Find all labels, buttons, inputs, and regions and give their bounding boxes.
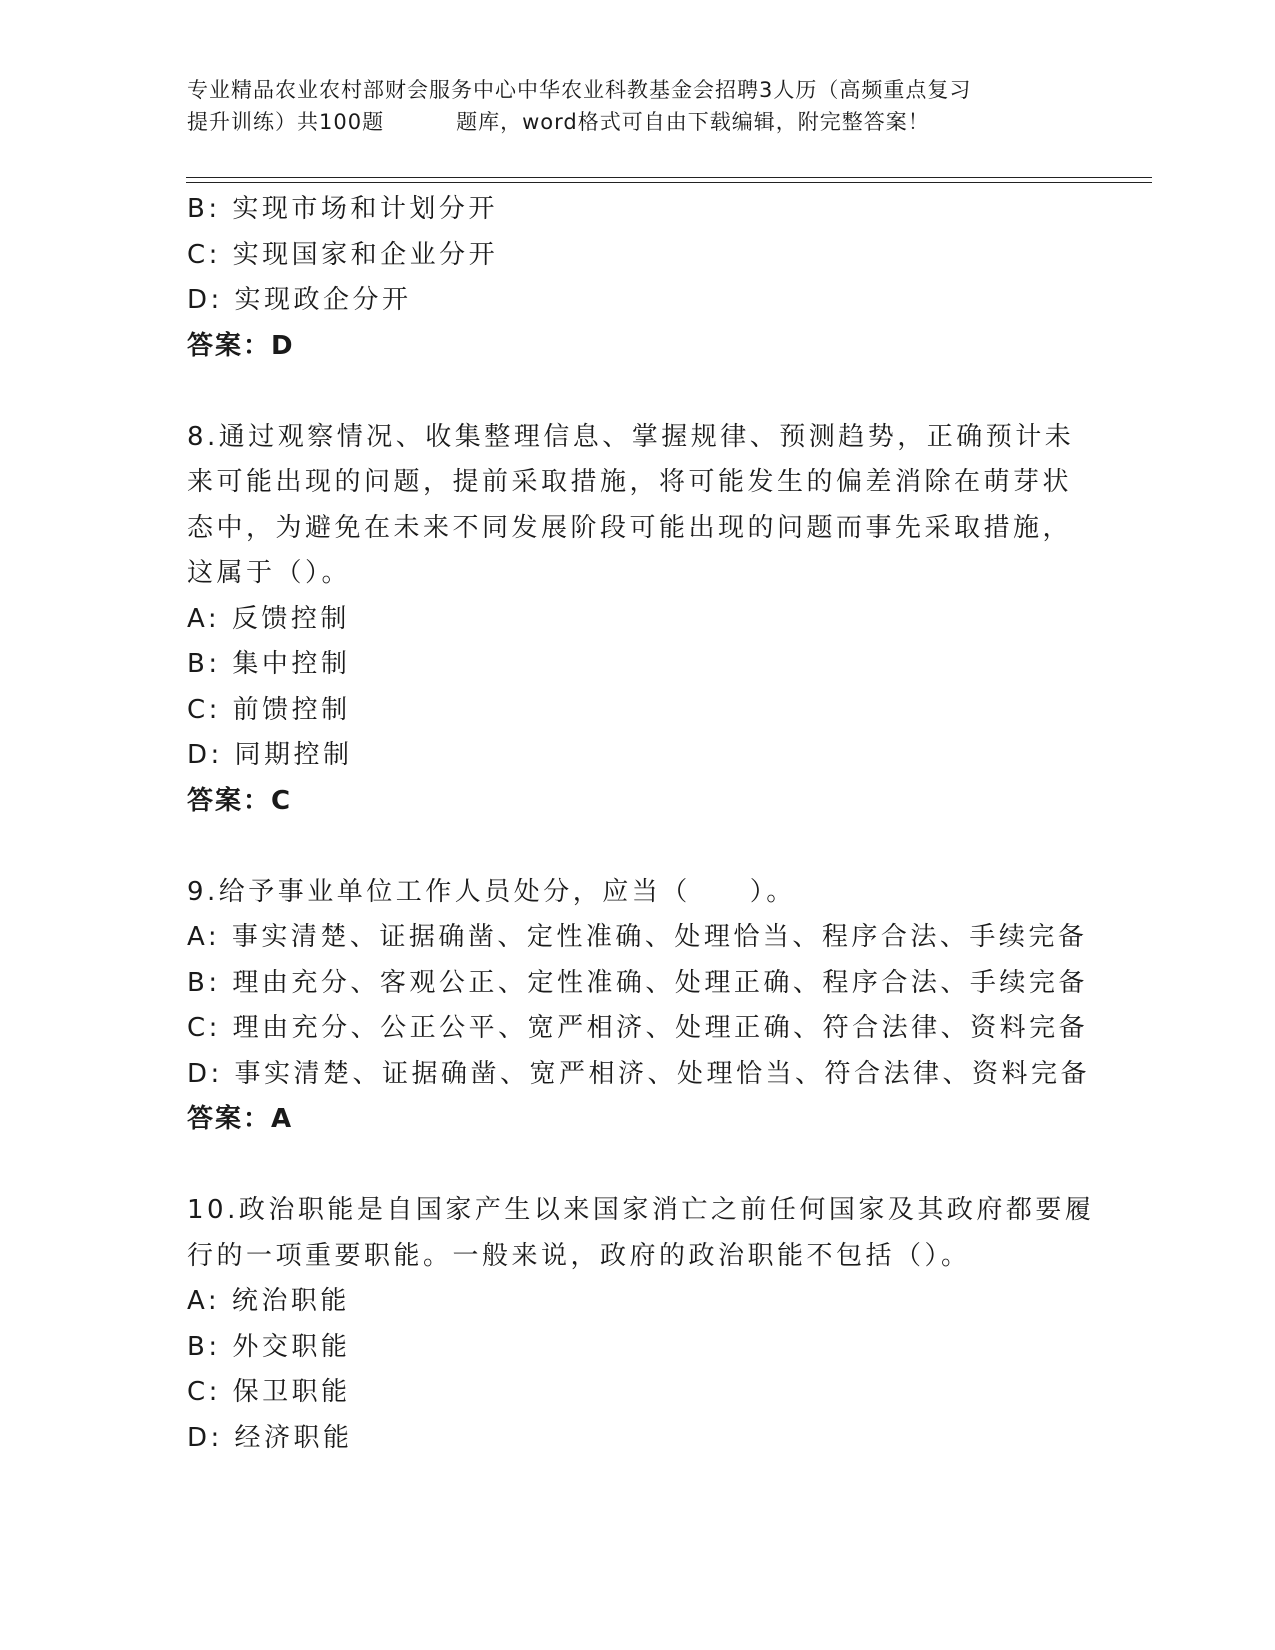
option-d: D: 经济职能 — [187, 1422, 353, 1453]
question-stem-line: 态中，为避免在未来不同发展阶段可能出现的问题而事先采取措施， — [187, 512, 1073, 543]
question-stem-line: 9.给予事业单位工作人员处分，应当（ ）。 — [187, 876, 796, 907]
option-a: A: 事实清楚、证据确凿、定性准确、处理恰当、程序合法、手续完备 — [187, 922, 1088, 952]
header-rule-top — [186, 177, 1152, 178]
page-header — [187, 74, 1087, 138]
question-body — [187, 187, 1095, 1461]
header-line-2-left: 提升训练）共100题 — [187, 110, 385, 134]
answer: 答案：D — [187, 330, 295, 361]
question-stem-line: 来可能出现的问题，提前采取措施，将可能发生的偏差消除在萌芽状 — [187, 467, 1073, 497]
question-stem-line: 10.政治职能是自国家产生以来国家消亡之前任何国家及其政府都要履 — [187, 1195, 1095, 1225]
header-line-2 — [187, 106, 1087, 138]
header-line-2-right: 题库，word格式可自由下载编辑，附完整答案！ — [456, 110, 930, 134]
option-c: C: 保卫职能 — [187, 1377, 351, 1407]
option-a: A: 反馈控制 — [187, 603, 350, 634]
option-c: C: 理由充分、公正公平、宽严相济、处理正确、符合法律、资料完备 — [187, 1013, 1089, 1043]
question-7-tail — [187, 187, 1087, 369]
option-d: D: 同期控制 — [187, 740, 353, 770]
option-d: D: 实现政企分开 — [187, 285, 412, 315]
question-stem-line: 这属于（）。 — [187, 558, 352, 588]
option-c: C: 实现国家和企业分开 — [187, 239, 499, 270]
option-c: C: 前馈控制 — [187, 694, 351, 725]
option-d: D: 事实清楚、证据确凿、宽严相济、处理恰当、符合法律、资料完备 — [187, 1058, 1091, 1089]
question-stem-line: 行的一项重要职能。一般来说，政府的政治职能不包括（）。 — [187, 1240, 971, 1271]
answer: 答案：A — [187, 1104, 294, 1134]
option-b: B: 集中控制 — [187, 649, 351, 679]
option-b: B: 实现市场和计划分开 — [187, 194, 498, 224]
option-b: B: 外交职能 — [187, 1331, 351, 1362]
question-10 — [187, 1188, 1095, 1461]
question-9 — [187, 870, 1091, 1143]
header-rule-bottom — [186, 182, 1152, 183]
question-stem-line: 8.通过观察情况、收集整理信息、掌握规律、预测趋势，正确预计未 — [187, 421, 1075, 452]
answer: 答案：C — [187, 785, 293, 816]
question-8 — [187, 415, 1087, 825]
header-line-1: 专业精品农业农村部财会服务中心中华农业科教基金会招聘3人历（高频重点复习 — [187, 78, 972, 102]
option-b: B: 理由充分、客观公正、定性准确、处理正确、程序合法、手续完备 — [187, 967, 1088, 998]
option-a: A: 统治职能 — [187, 1286, 350, 1316]
